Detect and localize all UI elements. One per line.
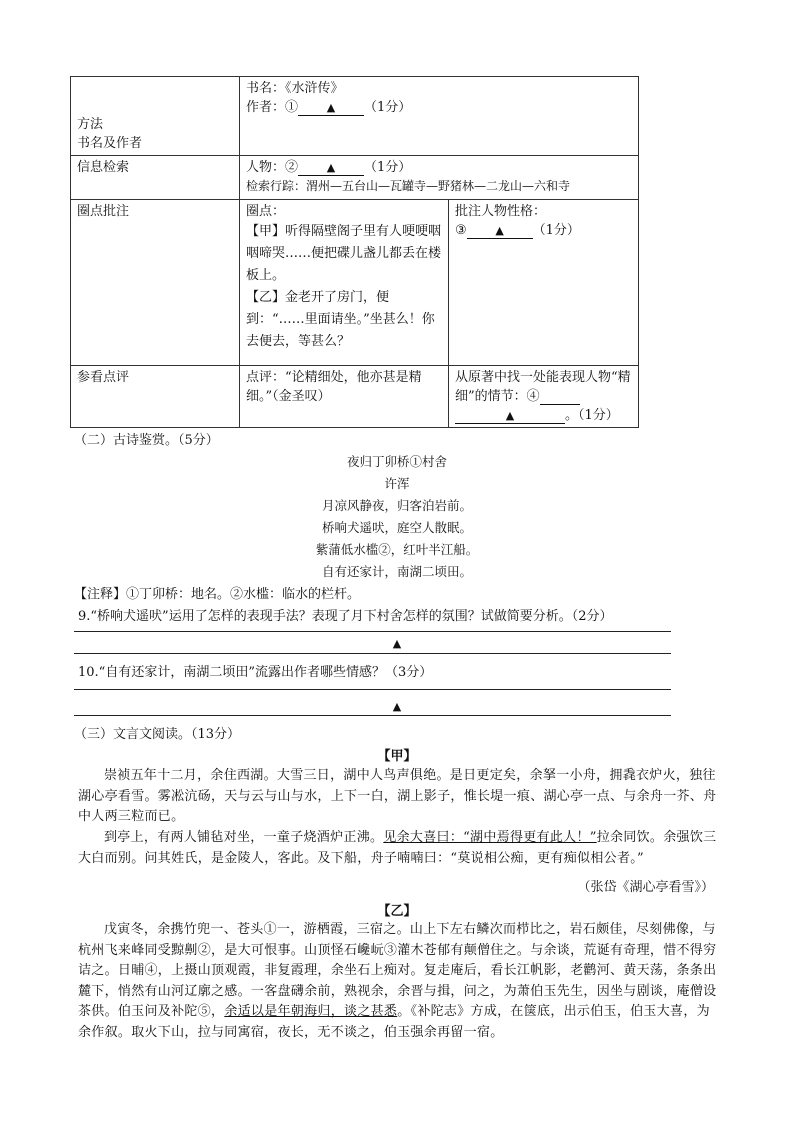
- text-span: 到亭上，有两人铺毡对坐，一童子烧酒炉正沸。: [104, 830, 384, 845]
- study-method-table: [70, 76, 639, 428]
- label-review: 参看点评: [71, 366, 240, 428]
- answer-line[interactable]: [74, 631, 671, 632]
- passage-yi-p1: [78, 920, 720, 1043]
- poem-title: 夜归丁卯桥①村舍: [346, 454, 447, 469]
- answer-blank-4a[interactable]: [540, 390, 580, 405]
- label-annotation: 圈点批注: [71, 200, 240, 366]
- blank-prefix: 人物：②: [246, 160, 299, 175]
- poem-line-4: 自有还家计，南湖二顷田。: [321, 564, 472, 579]
- review-cell: 点评：“论精细处，他亦甚是精细。”（金圣叹）: [240, 366, 449, 428]
- underlined-sentence: 见余大喜曰：“湖中焉得更有此人！”: [383, 830, 597, 845]
- character-note-cell: [449, 200, 639, 366]
- text-span: 。《补陀志》方成，在箧底，出示伯玉，伯玉大喜，为余作叙。取火下山，拉与同寓宿，夜长，无不谈之，伯玉强余再留一宿。: [78, 1004, 710, 1040]
- author-blank-line: [246, 98, 632, 117]
- poem-line-2: 桥响犬遥吠，庭空人散眠。: [321, 520, 472, 535]
- passage-jia-p1: 崇祯五年十二月，余住西湖。大雪三日，湖中人鸟声俱绝。是日更定矣，余拏一小舟，拥毳衣炉火，独往湖心亭看雪。雾凇沆砀，天与云与山与水，上下一白，湖上影子，惟长堤一痕、湖心亭一点、与余舟一芥、舟中人两三粒而已。: [78, 768, 717, 824]
- score-text: 。（1分）: [565, 408, 619, 423]
- score-text: （1分）: [532, 223, 580, 238]
- passage-jia-p2: [78, 828, 720, 869]
- answer-blank-4[interactable]: [455, 409, 565, 424]
- answer-line[interactable]: [74, 715, 671, 716]
- excerpt-jia: 【甲】听得隔壁阁子里有人哽哽咽咽啼哭……便把碟儿盏儿都丢在楼板上。: [246, 224, 442, 283]
- label-info-search: 信息检索: [71, 156, 240, 200]
- annotation-title: 圈点：: [246, 204, 286, 219]
- poem-note: 【注释】①丁卯桥：地名。②水槛：临水的栏杆。: [74, 587, 361, 602]
- annotation-cell: [240, 200, 449, 366]
- label-book-author: 书名及作者: [77, 136, 143, 151]
- question-9: 9.“桥响犬遥吠”运用了怎样的表现手法？表现了月下村舍怎样的氛围？试做简要分析。（2分）: [78, 609, 613, 624]
- text-span: 拉余同饮。余强饮三大白而别。问其姓氏，是金陵人，客此。及下船，舟子喃喃曰：“莫说相公痴，更有痴似相公者。”: [78, 830, 717, 866]
- person-blank-line: [246, 158, 632, 177]
- triangle-mark: ▲: [326, 161, 336, 174]
- classical-section-heading: （三）文言文阅读。（13分）: [74, 727, 241, 742]
- passage-jia-label: 【甲】: [377, 749, 417, 764]
- triangle-mark: ▲: [495, 224, 504, 237]
- blank-prefix: 作者：①: [246, 100, 299, 115]
- answer-line[interactable]: [74, 653, 671, 654]
- table-row: [71, 200, 639, 366]
- triangle-mark: ▲: [505, 409, 515, 422]
- table-row: [71, 77, 639, 156]
- plot-prompt: 从原著中找一处能表现人物“精细”的情节：④: [455, 370, 631, 404]
- answer-blank-1[interactable]: [298, 101, 364, 116]
- excerpt-yi: 【乙】金老开了房门，便到：“……里面请坐。”坐甚么！你去便去，等甚么？: [246, 290, 435, 349]
- passage-jia-source: （张岱《湖心亭看雪》）: [577, 880, 714, 895]
- book-author-cell: [240, 77, 639, 156]
- blank-prefix: ③: [455, 223, 467, 238]
- row-label-method: [71, 77, 240, 156]
- answer-blank-2[interactable]: [298, 161, 364, 176]
- underlined-sentence: 余适以是年朝海归，谈之甚悉: [224, 1004, 398, 1019]
- passage-yi-label: 【乙】: [377, 904, 417, 919]
- question-10: 10.“自有还家计，南湖二顷田”流露出作者哪些情感？（3分）: [78, 665, 433, 680]
- poem-section-heading: （二）古诗鉴赏。（5分）: [74, 433, 219, 448]
- label-method: 方法: [77, 117, 104, 132]
- poem-line-3: 紫蒲低水槛②，红叶半江船。: [315, 542, 479, 557]
- answer-mark: ▲: [392, 700, 402, 713]
- character-blank-line: [455, 221, 632, 240]
- answer-line[interactable]: [74, 689, 671, 690]
- text-span: 戊寅冬，余携竹兜一、苍头①一，游栖霞，三宿之。山上下左右鳞次而栉比之，岩石颇佳，尽刻佛像，与杭州飞来峰同受黥劓②，是大可恨事。山顶怪石巉岏③灌木苍郁有颠僧住之。与余谈，荒诞有奇理，惜不得穷诘之。日晡④，上摄山顶观霞，非复霞理，余坐石上痴对。复走庵后，看长江帆影，老鹳河、黄天荡，条条出麓下，悄然有山河辽廓之感。一客盘礴余前，熟视余，余晋与揖，问之，为萧伯玉先生，因坐与剧谈，庵僧设茶供。伯玉问及补陀⑤，: [78, 922, 717, 1019]
- poem-author: 许浑: [384, 476, 410, 491]
- score-text: （1分）: [364, 100, 412, 115]
- book-name: 书名：《水浒传》: [246, 81, 344, 96]
- score-text: （1分）: [364, 160, 412, 175]
- character-note-title: 批注人物性格：: [455, 204, 547, 219]
- poem-line-1: 月凉风静夜，归客泊岩前。: [321, 498, 472, 513]
- table-row: [71, 366, 639, 428]
- triangle-mark: ▲: [326, 101, 336, 114]
- answer-blank-3[interactable]: [467, 224, 533, 239]
- info-search-cell: [240, 156, 639, 200]
- route-text: 检索行踪：渭州—五台山—瓦罐寺—野猪林—二龙山—六和寺: [246, 179, 571, 193]
- table-row: [71, 156, 639, 200]
- plot-cell: [449, 366, 639, 428]
- answer-mark: ▲: [392, 637, 402, 650]
